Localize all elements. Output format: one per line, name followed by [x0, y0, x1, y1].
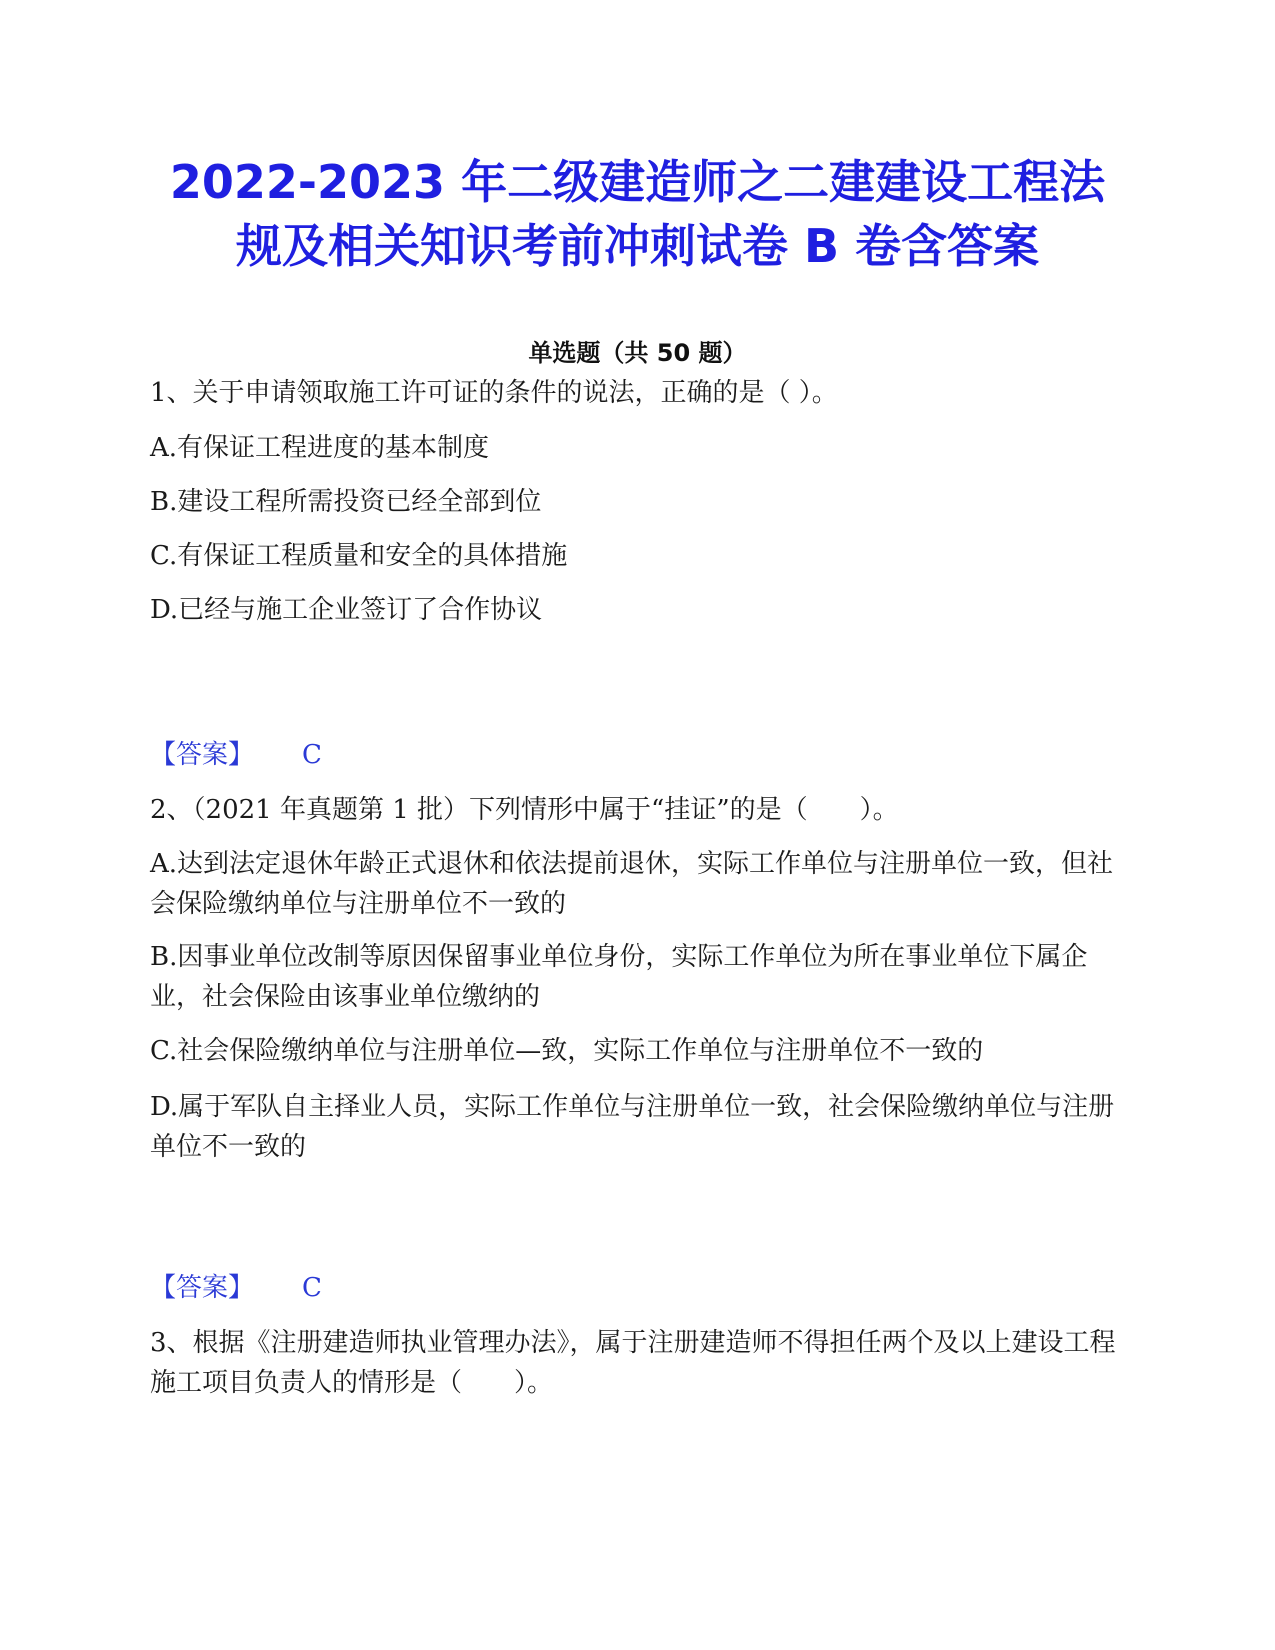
answer-label: 【答案】 — [150, 1273, 255, 1303]
title-line-1: 2022-2023 年二级建造师之二建建设工程法 — [169, 155, 1106, 209]
question-2-option-d: D.属于军队自主择业人员，实际工作单位与注册单位一致，社会保险缴纳单位与注册单位不一致的 — [150, 1092, 1115, 1162]
question-1-option-a: A.有保证工程进度的基本制度 — [150, 433, 490, 463]
section-heading: 单选题（共 50 题） — [528, 339, 747, 367]
question-2-option-c: C.社会保险缴纳单位与注册单位—致，实际工作单位与注册单位不一致的 — [150, 1036, 984, 1066]
question-1-option-d: D.已经与施工企业签订了合作协议 — [150, 595, 543, 625]
question-1-stem: 1、关于申请领取施工许可证的条件的说法，正确的是（ ）。 — [150, 378, 838, 408]
answer-value: C — [302, 740, 322, 770]
question-1-option-c: C.有保证工程质量和安全的具体措施 — [150, 541, 568, 571]
question-2-stem: 2、（2021 年真题第 1 批）下列情形中属于“挂证”的是（ ）。 — [150, 795, 899, 825]
answer-value: C — [302, 1273, 322, 1303]
question-2-option-a: A.达到法定退休年龄正式退休和依法提前退休，实际工作单位与注册单位一致，但社会保险缴纳单位与注册单位不一致的 — [150, 849, 1114, 919]
answer-label: 【答案】 — [150, 740, 255, 770]
question-3-stem: 3、根据《注册建造师执业管理办法》，属于注册建造师不得担任两个及以上建设工程施工项目负责人的情形是（ ）。 — [150, 1328, 1116, 1398]
title-line-2: 规及相关知识考前冲刺试卷 B 卷含答案 — [235, 219, 1040, 273]
question-1-option-b: B.建设工程所需投资已经全部到位 — [150, 487, 542, 517]
question-1-answer — [150, 735, 322, 775]
question-2-answer — [150, 1268, 322, 1308]
question-2-option-b: B.因事业单位改制等原因保留事业单位身份，实际工作单位为所在事业单位下属企业，社会保险由该事业单位缴纳的 — [150, 942, 1088, 1012]
document-title — [130, 150, 1145, 278]
